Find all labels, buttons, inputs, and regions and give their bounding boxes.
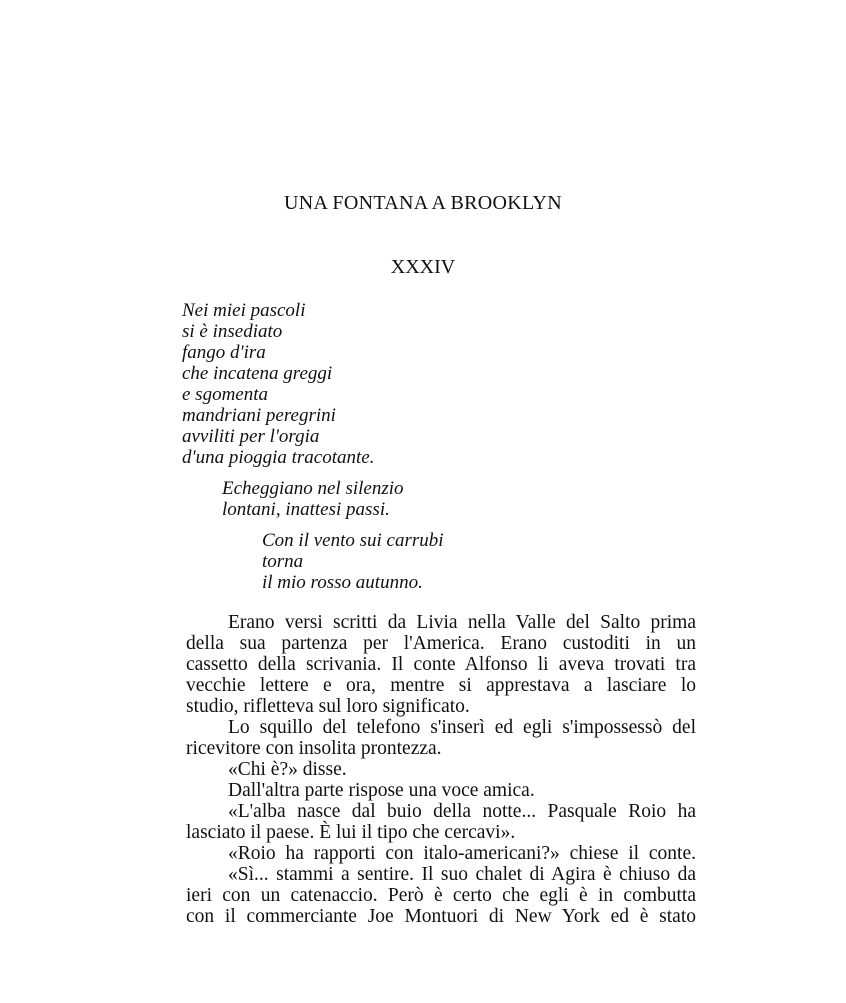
prose-paragraph xyxy=(144,864,696,927)
poem-line: si è insediato xyxy=(182,321,283,342)
prose-paragraph xyxy=(144,717,696,759)
poem-line: e sgomenta xyxy=(182,384,269,405)
prose-paragraph xyxy=(144,612,696,717)
prose-line: della sua partenza per l'America. Erano custoditi in un xyxy=(186,633,696,654)
poem-line: avviliti per l'orgia xyxy=(182,426,320,447)
poem-line: fango d'ira xyxy=(182,342,266,363)
prose-line: vecchie lettere e ora, mentre si apprestava a lasciare lo xyxy=(186,675,696,696)
poem-stanza-3 xyxy=(262,530,444,593)
prose-line: cassetto della scrivania. Il conte Alfonso li aveva trovati tra xyxy=(186,654,696,675)
prose-line: ieri con un catenaccio. Però è certo che egli è in combutta xyxy=(186,885,696,906)
prose-line: «Roio ha rapporti con italo-americani?» chiese il conte. xyxy=(228,843,696,864)
poem-line: Nei miei pascoli xyxy=(182,300,306,321)
poem-stanza-1 xyxy=(182,300,374,468)
book-title: UNA FONTANA A BROOKLYN xyxy=(283,192,563,214)
prose-line: «L'alba nasce dal buio della notte... Pasquale Roio ha xyxy=(228,801,696,822)
chapter-number: XXXIV xyxy=(390,256,456,278)
prose-paragraph xyxy=(144,801,696,843)
poem-line: Echeggiano nel silenzio xyxy=(222,478,404,499)
prose-line: «Chi è?» disse. xyxy=(228,759,347,780)
prose-line: Dall'altra parte rispose una voce amica. xyxy=(228,780,535,801)
prose-line: «Sì... stammi a sentire. Il suo chalet di Agira è chiuso da xyxy=(228,864,696,885)
poem-stanza-2 xyxy=(222,478,404,520)
poem-line: il mio rosso autunno. xyxy=(262,572,423,593)
prose-paragraph xyxy=(144,843,696,864)
prose-line: Lo squillo del telefono s'inserì ed egli s'impossessò del xyxy=(228,717,696,738)
poem-line: mandriani peregrini xyxy=(182,405,336,426)
poem-line: lontani, inattesi passi. xyxy=(222,499,390,520)
poem-line: torna xyxy=(262,551,304,572)
prose-line: lasciato il paese. È lui il tipo che cercavi». xyxy=(186,822,516,843)
prose-paragraph xyxy=(144,759,696,780)
poem-line: d'una pioggia tracotante. xyxy=(182,447,375,468)
prose-line: Erano versi scritti da Livia nella Valle del Salto prima xyxy=(228,612,696,633)
prose-paragraph xyxy=(144,780,696,801)
poem-line: che incatena greggi xyxy=(182,363,333,384)
prose-line: con il commerciante Joe Montuori di New York ed è stato xyxy=(186,906,696,927)
prose-line: ricevitore con insolita prontezza. xyxy=(186,738,442,759)
poem-line: Con il vento sui carrubi xyxy=(262,530,444,551)
prose-line: studio, rifletteva sul loro significato. xyxy=(186,696,470,717)
prose-body xyxy=(144,612,696,927)
